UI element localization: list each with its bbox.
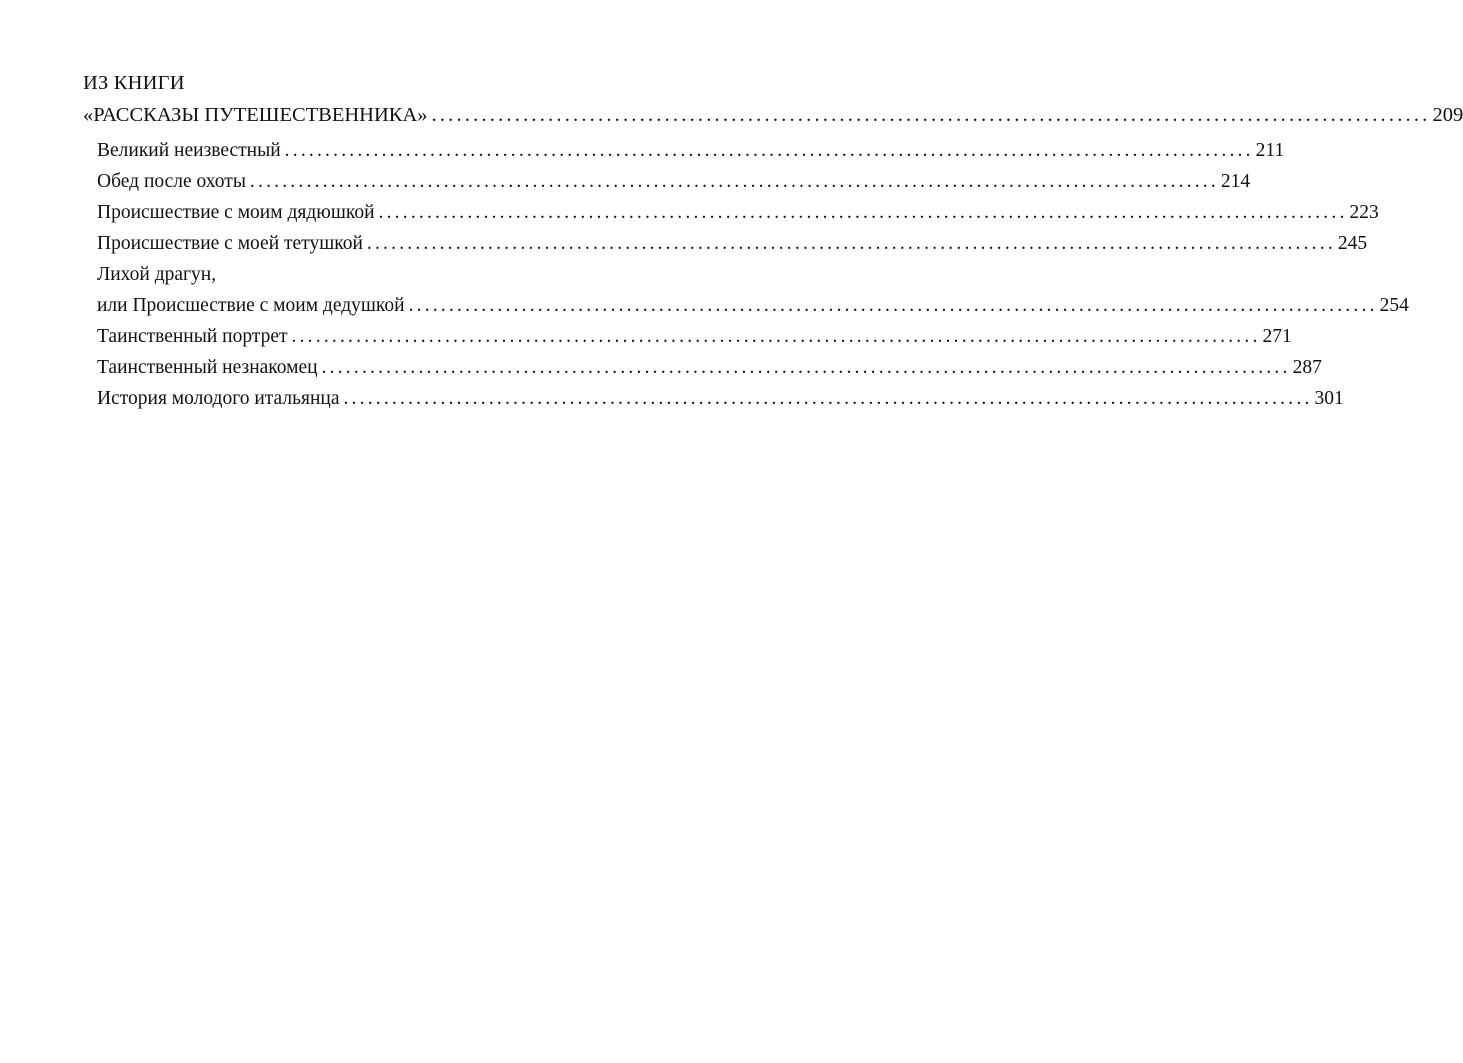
dot-leader: ........................................................................................................................ (291, 326, 1261, 347)
dot-leader: ........................................................................................................................ (249, 171, 1219, 192)
toc-entry-title: История молодого итальянца (97, 388, 340, 409)
toc-entry-page: 223 (1349, 202, 1379, 223)
dot-leader: ........................................................................................................................ (284, 140, 1254, 161)
toc-entry-page: 245 (1337, 233, 1368, 254)
toc-entry[interactable] (97, 166, 1251, 197)
dot-leader: ........................................................................................................................ (343, 388, 1313, 409)
dot-leader: ........................................................................................................................ (408, 295, 1378, 316)
dot-leader: ........................................................................................................................ (366, 233, 1336, 254)
toc-entry-title: или Происшествие с моим дедушкой (97, 295, 405, 316)
toc-entry-title: Обед после охоты (97, 171, 246, 192)
section-heading: ИЗ КНИГИ (83, 72, 185, 94)
toc-entry-page: 301 (1314, 388, 1344, 409)
toc-entry[interactable] (97, 321, 1292, 352)
toc-entry-page: 211 (1255, 140, 1285, 161)
toc-entry-page: 287 (1292, 357, 1322, 378)
toc-entry-title: Происшествие с моей тетушкой (97, 233, 363, 254)
dot-leader: ........................................................................................................................ (431, 104, 1431, 126)
toc-entry-title: Таинственный незнакомец (97, 357, 318, 378)
toc-entry[interactable] (97, 135, 1285, 166)
table-of-contents (83, 67, 1463, 414)
dot-leader: ........................................................................................................................ (321, 357, 1291, 378)
toc-section-page: 209 (1432, 104, 1463, 126)
toc-entry-page: 254 (1379, 295, 1409, 316)
toc-section-title: «РАССКАЗЫ ПУТЕШЕСТВЕННИКА» (83, 104, 428, 126)
toc-entry-title: Великий неизвестный (97, 140, 281, 161)
toc-entry-title: Таинственный портрет (97, 326, 288, 347)
toc-section-row[interactable] (83, 99, 1463, 131)
toc-entry-page: 214 (1220, 171, 1251, 192)
toc-entry[interactable] (97, 197, 1379, 228)
toc-entry[interactable] (97, 290, 1409, 321)
toc-entry[interactable] (97, 228, 1368, 259)
dot-leader: ........................................................................................................................ (378, 202, 1348, 223)
toc-entry-page: 271 (1262, 326, 1292, 347)
toc-entries (83, 135, 1409, 414)
toc-entry-title-line1: Лихой драгун, (97, 264, 217, 285)
toc-entry-title: Происшествие с моим дядюшкой (97, 202, 375, 223)
toc-entry[interactable] (97, 352, 1322, 383)
toc-entry[interactable] (97, 383, 1344, 414)
